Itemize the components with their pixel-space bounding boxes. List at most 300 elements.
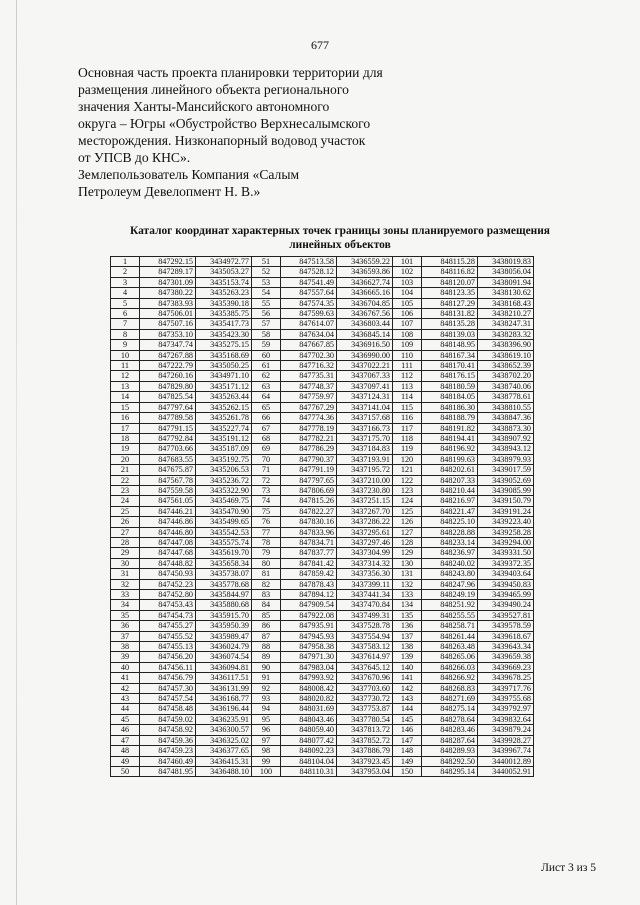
y-coordinate-cell: 3436024.79 <box>196 642 252 652</box>
x-coordinate-cell: 847735.31 <box>281 371 337 381</box>
y-coordinate-cell: 3437441.34 <box>337 590 393 600</box>
point-number-cell: 101 <box>393 257 422 267</box>
x-coordinate-cell: 847782.21 <box>281 433 337 443</box>
point-number-cell: 13 <box>111 381 140 391</box>
y-coordinate-cell: 3436627.74 <box>337 277 393 287</box>
point-number-cell: 112 <box>393 371 422 381</box>
table-row <box>111 517 534 527</box>
point-number-cell: 5 <box>111 298 140 308</box>
y-coordinate-cell: 3439017.59 <box>478 465 534 475</box>
table-row <box>111 714 534 724</box>
x-coordinate-cell: 847513.58 <box>281 257 337 267</box>
point-number-cell: 1 <box>111 257 140 267</box>
x-coordinate-cell: 847448.82 <box>140 558 196 568</box>
x-coordinate-cell: 847789.58 <box>140 413 196 423</box>
x-coordinate-cell: 847455.52 <box>140 631 196 641</box>
x-coordinate-cell: 847567.78 <box>140 475 196 485</box>
table-row <box>111 631 534 641</box>
x-coordinate-cell: 848283.46 <box>422 725 478 735</box>
x-coordinate-cell: 847222.79 <box>140 361 196 371</box>
y-coordinate-cell: 3438652.39 <box>478 361 534 371</box>
x-coordinate-cell: 847455.13 <box>140 642 196 652</box>
x-coordinate-cell: 847506.01 <box>140 309 196 319</box>
point-number-cell: 38 <box>111 642 140 652</box>
point-number-cell: 121 <box>393 465 422 475</box>
x-coordinate-cell: 847453.43 <box>140 600 196 610</box>
table-row <box>111 392 534 402</box>
table-row <box>111 361 534 371</box>
y-coordinate-cell: 3437286.22 <box>337 517 393 527</box>
point-number-cell: 36 <box>111 621 140 631</box>
y-coordinate-cell: 3437210.00 <box>337 475 393 485</box>
point-number-cell: 18 <box>111 433 140 443</box>
x-coordinate-cell: 848266.03 <box>422 662 478 672</box>
point-number-cell: 109 <box>393 340 422 350</box>
point-number-cell: 75 <box>252 506 281 516</box>
point-number-cell: 34 <box>111 600 140 610</box>
point-number-cell: 124 <box>393 496 422 506</box>
x-coordinate-cell: 848123.35 <box>422 288 478 298</box>
point-number-cell: 63 <box>252 381 281 391</box>
table-row <box>111 590 534 600</box>
point-number-cell: 39 <box>111 652 140 662</box>
y-coordinate-cell: 3437399.11 <box>337 579 393 589</box>
x-coordinate-cell: 848131.82 <box>422 309 478 319</box>
y-coordinate-cell: 3437780.54 <box>337 714 393 724</box>
point-number-cell: 104 <box>393 288 422 298</box>
point-number-cell: 14 <box>111 392 140 402</box>
x-coordinate-cell: 848243.80 <box>422 569 478 579</box>
x-coordinate-cell: 847507.16 <box>140 319 196 329</box>
point-number-cell: 50 <box>111 766 140 776</box>
table-row <box>111 610 534 620</box>
y-coordinate-cell: 3435989.47 <box>196 631 252 641</box>
y-coordinate-cell: 3436559.22 <box>337 257 393 267</box>
y-coordinate-cell: 3436767.56 <box>337 309 393 319</box>
point-number-cell: 114 <box>393 392 422 402</box>
x-coordinate-cell: 847822.27 <box>281 506 337 516</box>
y-coordinate-cell: 3437067.33 <box>337 371 393 381</box>
x-coordinate-cell: 848207.33 <box>422 475 478 485</box>
y-coordinate-cell: 3435470.90 <box>196 506 252 516</box>
x-coordinate-cell: 847790.37 <box>281 454 337 464</box>
point-number-cell: 127 <box>393 527 422 537</box>
x-coordinate-cell: 848233.14 <box>422 537 478 547</box>
x-coordinate-cell: 847452.23 <box>140 579 196 589</box>
y-coordinate-cell: 3437314.32 <box>337 558 393 568</box>
y-coordinate-cell: 3435236.72 <box>196 475 252 485</box>
y-coordinate-cell: 3435227.74 <box>196 423 252 433</box>
y-coordinate-cell: 3437953.04 <box>337 766 393 776</box>
point-number-cell: 19 <box>111 444 140 454</box>
page-number: 677 <box>311 38 329 52</box>
y-coordinate-cell: 3437097.41 <box>337 381 393 391</box>
table-row <box>111 465 534 475</box>
y-coordinate-cell: 3438740.06 <box>478 381 534 391</box>
point-number-cell: 145 <box>393 714 422 724</box>
x-coordinate-cell: 847971.30 <box>281 652 337 662</box>
x-coordinate-cell: 847559.58 <box>140 485 196 495</box>
table-row <box>111 746 534 756</box>
point-number-cell: 42 <box>111 683 140 693</box>
heading-line: значения Ханты-Мансийского автономного <box>78 99 330 114</box>
x-coordinate-cell: 848289.93 <box>422 746 478 756</box>
y-coordinate-cell: 3437193.91 <box>337 454 393 464</box>
x-coordinate-cell: 848180.59 <box>422 381 478 391</box>
x-coordinate-cell: 847829.80 <box>140 381 196 391</box>
point-number-cell: 144 <box>393 704 422 714</box>
y-coordinate-cell: 3439928.27 <box>478 735 534 745</box>
y-coordinate-cell: 3437295.61 <box>337 527 393 537</box>
x-coordinate-cell: 847797.65 <box>281 475 337 485</box>
table-row <box>111 433 534 443</box>
point-number-cell: 136 <box>393 621 422 631</box>
y-coordinate-cell: 3436131.99 <box>196 683 252 693</box>
x-coordinate-cell: 847561.05 <box>140 496 196 506</box>
heading-line: от УПСВ до КНС». <box>78 150 191 165</box>
x-coordinate-cell: 847446.21 <box>140 506 196 516</box>
x-coordinate-cell: 848236.97 <box>422 548 478 558</box>
x-coordinate-cell: 847791.15 <box>140 423 196 433</box>
point-number-cell: 149 <box>393 756 422 766</box>
x-coordinate-cell: 847454.73 <box>140 610 196 620</box>
x-coordinate-cell: 847383.93 <box>140 298 196 308</box>
x-coordinate-cell: 847792.84 <box>140 433 196 443</box>
x-coordinate-cell: 848202.61 <box>422 465 478 475</box>
y-coordinate-cell: 3439967.74 <box>478 746 534 756</box>
point-number-cell: 87 <box>252 631 281 641</box>
point-number-cell: 30 <box>111 558 140 568</box>
x-coordinate-cell: 847459.02 <box>140 714 196 724</box>
point-number-cell: 84 <box>252 600 281 610</box>
x-coordinate-cell: 848249.19 <box>422 590 478 600</box>
point-number-cell: 107 <box>393 319 422 329</box>
y-coordinate-cell: 3437267.70 <box>337 506 393 516</box>
point-number-cell: 85 <box>252 610 281 620</box>
x-coordinate-cell: 847450.93 <box>140 569 196 579</box>
point-number-cell: 91 <box>252 673 281 683</box>
y-coordinate-cell: 3435417.73 <box>196 319 252 329</box>
x-coordinate-cell: 848139.03 <box>422 329 478 339</box>
x-coordinate-cell: 847759.97 <box>281 392 337 402</box>
x-coordinate-cell: 848278.64 <box>422 714 478 724</box>
x-coordinate-cell: 847456.79 <box>140 673 196 683</box>
y-coordinate-cell: 3436488.10 <box>196 766 252 776</box>
y-coordinate-cell: 3435542.53 <box>196 527 252 537</box>
x-coordinate-cell: 847557.64 <box>281 288 337 298</box>
y-coordinate-cell: 3435153.74 <box>196 277 252 287</box>
y-coordinate-cell: 3439659.38 <box>478 652 534 662</box>
x-coordinate-cell: 847667.85 <box>281 340 337 350</box>
y-coordinate-cell: 3437670.96 <box>337 673 393 683</box>
y-coordinate-cell: 3438847.36 <box>478 413 534 423</box>
point-number-cell: 102 <box>393 267 422 277</box>
y-coordinate-cell: 3439792.97 <box>478 704 534 714</box>
x-coordinate-cell: 848196.92 <box>422 444 478 454</box>
x-coordinate-cell: 847574.35 <box>281 298 337 308</box>
y-coordinate-cell: 3436325.02 <box>196 735 252 745</box>
point-number-cell: 147 <box>393 735 422 745</box>
x-coordinate-cell: 848104.04 <box>281 756 337 766</box>
table-row <box>111 756 534 766</box>
y-coordinate-cell: 3437195.72 <box>337 465 393 475</box>
y-coordinate-cell: 3437470.84 <box>337 600 393 610</box>
x-coordinate-cell: 848287.64 <box>422 735 478 745</box>
table-row <box>111 652 534 662</box>
table-row <box>111 277 534 287</box>
point-number-cell: 32 <box>111 579 140 589</box>
x-coordinate-cell: 848292.50 <box>422 756 478 766</box>
table-row <box>111 423 534 433</box>
y-coordinate-cell: 3437499.31 <box>337 610 393 620</box>
table-row <box>111 485 534 495</box>
table-row <box>111 257 534 267</box>
x-coordinate-cell: 848216.97 <box>422 496 478 506</box>
x-coordinate-cell: 848170.41 <box>422 361 478 371</box>
point-number-cell: 72 <box>252 475 281 485</box>
y-coordinate-cell: 3439669.23 <box>478 662 534 672</box>
y-coordinate-cell: 3437141.04 <box>337 402 393 412</box>
x-coordinate-cell: 847878.43 <box>281 579 337 589</box>
point-number-cell: 130 <box>393 558 422 568</box>
y-coordinate-cell: 3439643.34 <box>478 642 534 652</box>
y-coordinate-cell: 3439490.24 <box>478 600 534 610</box>
y-coordinate-cell: 3437583.12 <box>337 642 393 652</box>
y-coordinate-cell: 3436704.85 <box>337 298 393 308</box>
x-coordinate-cell: 847347.74 <box>140 340 196 350</box>
point-number-cell: 15 <box>111 402 140 412</box>
y-coordinate-cell: 3439085.99 <box>478 485 534 495</box>
y-coordinate-cell: 3439223.40 <box>478 517 534 527</box>
x-coordinate-cell: 848176.15 <box>422 371 478 381</box>
y-coordinate-cell: 3438019.83 <box>478 257 534 267</box>
x-coordinate-cell: 847380.22 <box>140 288 196 298</box>
x-coordinate-cell: 848261.44 <box>422 631 478 641</box>
scan-edge-shadow <box>16 0 17 905</box>
table-row <box>111 350 534 360</box>
y-coordinate-cell: 3435423.30 <box>196 329 252 339</box>
x-coordinate-cell: 847825.54 <box>140 392 196 402</box>
point-number-cell: 65 <box>252 402 281 412</box>
point-number-cell: 117 <box>393 423 422 433</box>
x-coordinate-cell: 848059.40 <box>281 725 337 735</box>
x-coordinate-cell: 848199.63 <box>422 454 478 464</box>
y-coordinate-cell: 3438210.27 <box>478 309 534 319</box>
y-coordinate-cell: 3439052.69 <box>478 475 534 485</box>
y-coordinate-cell: 3435261.78 <box>196 413 252 423</box>
heading-line: Петролеум Девелопмент Н. В.» <box>78 184 261 199</box>
y-coordinate-cell: 3435187.09 <box>196 444 252 454</box>
point-number-cell: 2 <box>111 267 140 277</box>
point-number-cell: 134 <box>393 600 422 610</box>
point-number-cell: 120 <box>393 454 422 464</box>
y-coordinate-cell: 3439755.68 <box>478 694 534 704</box>
y-coordinate-cell: 3436803.44 <box>337 319 393 329</box>
table-row <box>111 579 534 589</box>
y-coordinate-cell: 3438283.32 <box>478 329 534 339</box>
y-coordinate-cell: 3435262.15 <box>196 402 252 412</box>
point-number-cell: 133 <box>393 590 422 600</box>
table-row <box>111 340 534 350</box>
y-coordinate-cell: 3438247.31 <box>478 319 534 329</box>
point-number-cell: 80 <box>252 558 281 568</box>
table-row <box>111 766 534 776</box>
x-coordinate-cell: 848092.23 <box>281 746 337 756</box>
table-row <box>111 496 534 506</box>
heading-line: округа – Югры «Обустройство Верхнесалымского <box>78 116 371 131</box>
x-coordinate-cell: 848020.82 <box>281 694 337 704</box>
y-coordinate-cell: 3437645.12 <box>337 662 393 672</box>
point-number-cell: 22 <box>111 475 140 485</box>
point-number-cell: 41 <box>111 673 140 683</box>
point-number-cell: 35 <box>111 610 140 620</box>
x-coordinate-cell: 847791.19 <box>281 465 337 475</box>
point-number-cell: 69 <box>252 444 281 454</box>
point-number-cell: 33 <box>111 590 140 600</box>
point-number-cell: 135 <box>393 610 422 620</box>
y-coordinate-cell: 3435915.70 <box>196 610 252 620</box>
y-coordinate-cell: 3438943.12 <box>478 444 534 454</box>
table-row <box>111 662 534 672</box>
point-number-cell: 48 <box>111 746 140 756</box>
point-number-cell: 68 <box>252 433 281 443</box>
x-coordinate-cell: 847456.11 <box>140 662 196 672</box>
table-row <box>111 537 534 547</box>
table-row <box>111 444 534 454</box>
x-coordinate-cell: 847260.16 <box>140 371 196 381</box>
y-coordinate-cell: 3438130.62 <box>478 288 534 298</box>
y-coordinate-cell: 3435206.53 <box>196 465 252 475</box>
x-coordinate-cell: 848271.69 <box>422 694 478 704</box>
x-coordinate-cell: 847459.23 <box>140 746 196 756</box>
point-number-cell: 113 <box>393 381 422 391</box>
point-number-cell: 74 <box>252 496 281 506</box>
x-coordinate-cell: 847834.71 <box>281 537 337 547</box>
point-number-cell: 20 <box>111 454 140 464</box>
y-coordinate-cell: 3435263.44 <box>196 392 252 402</box>
point-number-cell: 47 <box>111 735 140 745</box>
y-coordinate-cell: 3435658.34 <box>196 558 252 568</box>
y-coordinate-cell: 3436845.14 <box>337 329 393 339</box>
table-row <box>111 569 534 579</box>
y-coordinate-cell: 3437730.72 <box>337 694 393 704</box>
point-number-cell: 54 <box>252 288 281 298</box>
coordinates-table-body <box>111 257 534 777</box>
y-coordinate-cell: 3438810.55 <box>478 402 534 412</box>
y-coordinate-cell: 3436235.91 <box>196 714 252 724</box>
point-number-cell: 3 <box>111 277 140 287</box>
point-number-cell: 52 <box>252 267 281 277</box>
y-coordinate-cell: 3437230.80 <box>337 485 393 495</box>
point-number-cell: 94 <box>252 704 281 714</box>
point-number-cell: 8 <box>111 329 140 339</box>
x-coordinate-cell: 847909.54 <box>281 600 337 610</box>
table-row <box>111 673 534 683</box>
x-coordinate-cell: 847958.38 <box>281 642 337 652</box>
point-number-cell: 10 <box>111 350 140 360</box>
point-number-cell: 49 <box>111 756 140 766</box>
point-number-cell: 150 <box>393 766 422 776</box>
x-coordinate-cell: 848258.71 <box>422 621 478 631</box>
y-coordinate-cell: 3440052.91 <box>478 766 534 776</box>
x-coordinate-cell: 847267.88 <box>140 350 196 360</box>
y-coordinate-cell: 3439879.24 <box>478 725 534 735</box>
y-coordinate-cell: 3438091.94 <box>478 277 534 287</box>
y-coordinate-cell: 3437157.68 <box>337 413 393 423</box>
point-number-cell: 4 <box>111 288 140 298</box>
x-coordinate-cell: 848008.42 <box>281 683 337 693</box>
table-row <box>111 288 534 298</box>
x-coordinate-cell: 847894.12 <box>281 590 337 600</box>
point-number-cell: 82 <box>252 579 281 589</box>
table-row <box>111 735 534 745</box>
x-coordinate-cell: 848135.28 <box>422 319 478 329</box>
point-number-cell: 142 <box>393 683 422 693</box>
y-coordinate-cell: 3436916.50 <box>337 340 393 350</box>
x-coordinate-cell: 847786.29 <box>281 444 337 454</box>
y-coordinate-cell: 3435844.97 <box>196 590 252 600</box>
x-coordinate-cell: 847859.42 <box>281 569 337 579</box>
table-row <box>111 642 534 652</box>
point-number-cell: 86 <box>252 621 281 631</box>
y-coordinate-cell: 3437356.30 <box>337 569 393 579</box>
x-coordinate-cell: 848228.88 <box>422 527 478 537</box>
table-row <box>111 558 534 568</box>
y-coordinate-cell: 3439150.79 <box>478 496 534 506</box>
catalog-title-line: Каталог координат характерных точек границы зоны планируемого размещения <box>130 225 550 237</box>
heading-line: размещения линейного объекта регионального <box>78 82 349 97</box>
y-coordinate-cell: 3437124.31 <box>337 392 393 402</box>
point-number-cell: 55 <box>252 298 281 308</box>
x-coordinate-cell: 847702.30 <box>281 350 337 360</box>
point-number-cell: 59 <box>252 340 281 350</box>
point-number-cell: 99 <box>252 756 281 766</box>
point-number-cell: 17 <box>111 423 140 433</box>
point-number-cell: 71 <box>252 465 281 475</box>
y-coordinate-cell: 3435053.27 <box>196 267 252 277</box>
table-row <box>111 371 534 381</box>
point-number-cell: 77 <box>252 527 281 537</box>
point-number-cell: 16 <box>111 413 140 423</box>
y-coordinate-cell: 3438619.10 <box>478 350 534 360</box>
x-coordinate-cell: 848275.14 <box>422 704 478 714</box>
point-number-cell: 51 <box>252 257 281 267</box>
x-coordinate-cell: 847797.64 <box>140 402 196 412</box>
x-coordinate-cell: 848225.10 <box>422 517 478 527</box>
x-coordinate-cell: 848077.42 <box>281 735 337 745</box>
point-number-cell: 88 <box>252 642 281 652</box>
y-coordinate-cell: 3435469.75 <box>196 496 252 506</box>
point-number-cell: 43 <box>111 694 140 704</box>
y-coordinate-cell: 3434971.10 <box>196 371 252 381</box>
table-row <box>111 621 534 631</box>
y-coordinate-cell: 3437022.21 <box>337 361 393 371</box>
x-coordinate-cell: 847675.87 <box>140 465 196 475</box>
y-coordinate-cell: 3435385.75 <box>196 309 252 319</box>
x-coordinate-cell: 848247.96 <box>422 579 478 589</box>
x-coordinate-cell: 847833.96 <box>281 527 337 537</box>
y-coordinate-cell: 3439717.76 <box>478 683 534 693</box>
point-number-cell: 137 <box>393 631 422 641</box>
document-heading <box>78 64 418 200</box>
point-number-cell: 106 <box>393 309 422 319</box>
y-coordinate-cell: 3437703.60 <box>337 683 393 693</box>
point-number-cell: 76 <box>252 517 281 527</box>
point-number-cell: 29 <box>111 548 140 558</box>
point-number-cell: 119 <box>393 444 422 454</box>
table-row <box>111 475 534 485</box>
x-coordinate-cell: 848167.34 <box>422 350 478 360</box>
